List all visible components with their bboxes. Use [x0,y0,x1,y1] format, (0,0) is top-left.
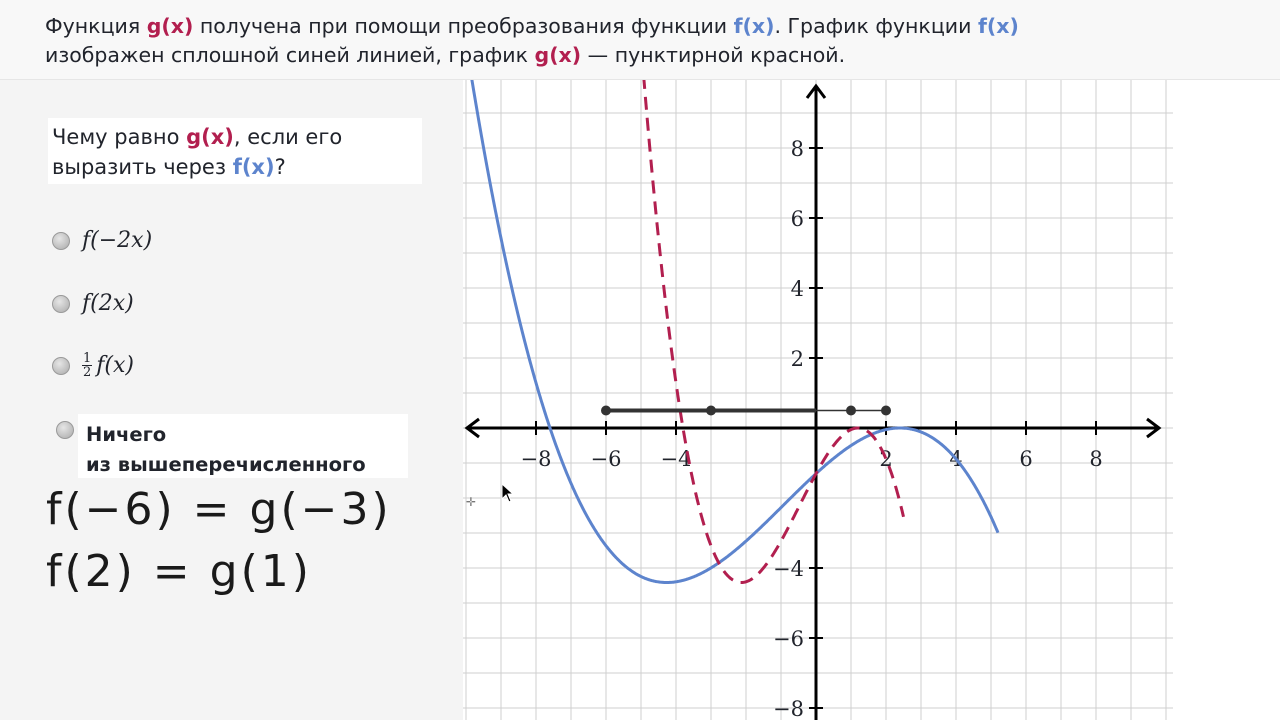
y-tick-label: 6 [790,207,804,231]
choice-label: f(2x) [82,291,134,316]
x-tick-label: 8 [1089,447,1103,471]
handwritten-note-1: f(−6) = g(−3) [46,484,392,535]
instruction-text: — пунктирной красной. [581,43,846,67]
radio-button[interactable] [52,232,70,250]
instruction-line-2 [45,41,1280,70]
instruction-line-1 [45,12,1280,41]
fraction-numerator: 1 [83,351,92,366]
y-tick-label: −6 [773,627,804,651]
question-text-part: ? [274,155,286,179]
f-token: f(x) [232,155,275,179]
question-text [48,118,422,184]
question-text-part: , если его [233,125,343,149]
g-token: g(x) [186,125,234,149]
f-curve-solid-blue [466,80,998,583]
instruction-text: изображен сплошной синей линией, график [45,43,535,67]
question-text-part: выразить через [52,155,233,179]
fraction-denominator: 2 [83,365,92,380]
y-tick-label: 2 [790,347,804,371]
graph-svg [463,80,1173,720]
crosshair-icon: ✛ [466,495,477,509]
g-token: g(x) [146,14,194,38]
coordinate-plane [463,80,1173,720]
f-token: f(x) [733,14,775,38]
x-tick-label: 2 [879,447,893,471]
choice-f-2x[interactable] [52,291,134,316]
x-tick-label: −8 [520,447,552,471]
instruction-text: Функция [45,14,147,38]
y-tick-label: 4 [790,277,804,301]
fraction-one-half [82,352,92,379]
x-tick-label: 6 [1019,447,1033,471]
f-token: f(x) [977,14,1019,38]
instruction-text: . График функции [774,14,978,38]
choice-half-f-x[interactable] [52,352,134,379]
marked-point [601,406,611,416]
x-tick-label: 4 [949,447,963,471]
g-token: g(x) [534,43,582,67]
radio-button[interactable] [52,295,70,313]
instruction-text: получена при помощи преобразования функции [193,14,734,38]
handwritten-note-2: f(2) = g(1) [46,546,312,597]
mouse-cursor-icon [501,483,515,503]
marked-point [846,406,856,416]
question-text-part: Чему равно [52,125,187,149]
choice-f-neg-2x[interactable] [52,228,152,253]
y-tick-label: 8 [790,137,804,161]
choice-label: f(−2x) [82,228,153,253]
y-tick-label: −8 [773,697,804,720]
radio-button[interactable] [56,421,74,439]
radio-button[interactable] [52,357,70,375]
choice-none-of-the-above[interactable] [78,414,408,478]
g-curve-dashed-red [585,80,904,583]
x-tick-label: −6 [590,447,622,471]
marked-point [881,406,891,416]
y-tick-label: −4 [773,557,804,581]
instruction-banner [0,0,1280,80]
choice-label: Ничего [86,423,167,446]
choice-label: f(x) [96,353,134,378]
choice-label: из вышеперечисленного [86,453,366,476]
marked-point [706,406,716,416]
x-tick-label: −4 [660,447,692,471]
